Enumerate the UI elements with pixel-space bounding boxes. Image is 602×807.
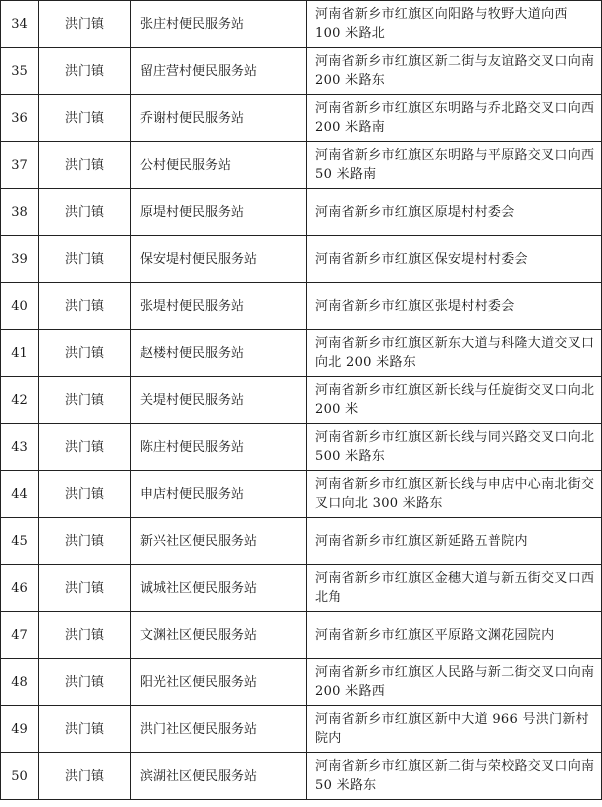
row-number: 34 (1, 1, 39, 48)
station-address: 河南省新乡市红旗区人民路与新二街交叉口向南 200 米路西 (307, 659, 602, 706)
station-name: 张庄村便民服务站 (131, 1, 307, 48)
table-row (1, 95, 602, 142)
station-name: 诚城社区便民服务站 (131, 565, 307, 612)
table-row (1, 753, 602, 800)
row-number: 42 (1, 377, 39, 424)
town-name: 洪门镇 (39, 706, 131, 753)
station-address: 河南省新乡市红旗区新长线与申店中心南北街交叉口向北 300 米路东 (307, 471, 602, 518)
station-name: 滨湖社区便民服务站 (131, 753, 307, 800)
station-name: 乔谢村便民服务站 (131, 95, 307, 142)
station-address: 河南省新乡市红旗区新中大道 966 号洪门新村院内 (307, 706, 602, 753)
table-row (1, 612, 602, 659)
station-address: 河南省新乡市红旗区新二街与荣校路交叉口向南 50 米路东 (307, 753, 602, 800)
row-number: 36 (1, 95, 39, 142)
town-name: 洪门镇 (39, 48, 131, 95)
station-address: 河南省新乡市红旗区保安堤村村委会 (307, 236, 602, 283)
station-address: 河南省新乡市红旗区平原路文渊花园院内 (307, 612, 602, 659)
station-address: 河南省新乡市红旗区新长线与同兴路交叉口向北 500 米路东 (307, 424, 602, 471)
table-row (1, 659, 602, 706)
row-number: 35 (1, 48, 39, 95)
town-name: 洪门镇 (39, 612, 131, 659)
table-row (1, 518, 602, 565)
town-name: 洪门镇 (39, 377, 131, 424)
table-row (1, 377, 602, 424)
table-row (1, 565, 602, 612)
town-name: 洪门镇 (39, 659, 131, 706)
town-name: 洪门镇 (39, 283, 131, 330)
table-row (1, 236, 602, 283)
row-number: 37 (1, 142, 39, 189)
station-address: 河南省新乡市红旗区新二街与友谊路交叉口向南 200 米路东 (307, 48, 602, 95)
station-name: 赵楼村便民服务站 (131, 330, 307, 377)
row-number: 39 (1, 236, 39, 283)
station-name: 陈庄村便民服务站 (131, 424, 307, 471)
station-address: 河南省新乡市红旗区东明路与乔北路交叉口向西 200 米路南 (307, 95, 602, 142)
town-name: 洪门镇 (39, 518, 131, 565)
station-name: 公村便民服务站 (131, 142, 307, 189)
station-name: 文渊社区便民服务站 (131, 612, 307, 659)
table-row (1, 471, 602, 518)
town-name: 洪门镇 (39, 189, 131, 236)
table-row (1, 424, 602, 471)
town-name: 洪门镇 (39, 95, 131, 142)
table-row (1, 330, 602, 377)
table-row (1, 1, 602, 48)
station-address: 河南省新乡市红旗区金穗大道与新五街交叉口西北角 (307, 565, 602, 612)
station-name: 关堤村便民服务站 (131, 377, 307, 424)
station-address: 河南省新乡市红旗区新延路五普院内 (307, 518, 602, 565)
station-name: 原堤村便民服务站 (131, 189, 307, 236)
table-row (1, 142, 602, 189)
row-number: 44 (1, 471, 39, 518)
station-name: 申店村便民服务站 (131, 471, 307, 518)
row-number: 38 (1, 189, 39, 236)
station-name: 留庄营村便民服务站 (131, 48, 307, 95)
town-name: 洪门镇 (39, 565, 131, 612)
station-name: 阳光社区便民服务站 (131, 659, 307, 706)
station-address: 河南省新乡市红旗区新东大道与科隆大道交叉口向北 200 米路东 (307, 330, 602, 377)
row-number: 45 (1, 518, 39, 565)
row-number: 46 (1, 565, 39, 612)
station-address: 河南省新乡市红旗区东明路与平原路交叉口向西 50 米路南 (307, 142, 602, 189)
town-name: 洪门镇 (39, 330, 131, 377)
row-number: 47 (1, 612, 39, 659)
row-number: 41 (1, 330, 39, 377)
station-address: 河南省新乡市红旗区新长线与任旋街交叉口向北 200 米 (307, 377, 602, 424)
table-row (1, 189, 602, 236)
row-number: 50 (1, 753, 39, 800)
station-name: 新兴社区便民服务站 (131, 518, 307, 565)
town-name: 洪门镇 (39, 753, 131, 800)
table-row (1, 48, 602, 95)
table-row (1, 283, 602, 330)
row-number: 43 (1, 424, 39, 471)
town-name: 洪门镇 (39, 142, 131, 189)
town-name: 洪门镇 (39, 236, 131, 283)
town-name: 洪门镇 (39, 1, 131, 48)
station-name: 保安堤村便民服务站 (131, 236, 307, 283)
table-row (1, 706, 602, 753)
town-name: 洪门镇 (39, 424, 131, 471)
station-name: 洪门社区便民服务站 (131, 706, 307, 753)
station-address: 河南省新乡市红旗区向阳路与牧野大道向西 100 米路北 (307, 1, 602, 48)
row-number: 40 (1, 283, 39, 330)
station-address: 河南省新乡市红旗区原堤村村委会 (307, 189, 602, 236)
station-name: 张堤村便民服务站 (131, 283, 307, 330)
town-name: 洪门镇 (39, 471, 131, 518)
row-number: 49 (1, 706, 39, 753)
row-number: 48 (1, 659, 39, 706)
table-body (1, 1, 602, 800)
station-address: 河南省新乡市红旗区张堤村村委会 (307, 283, 602, 330)
